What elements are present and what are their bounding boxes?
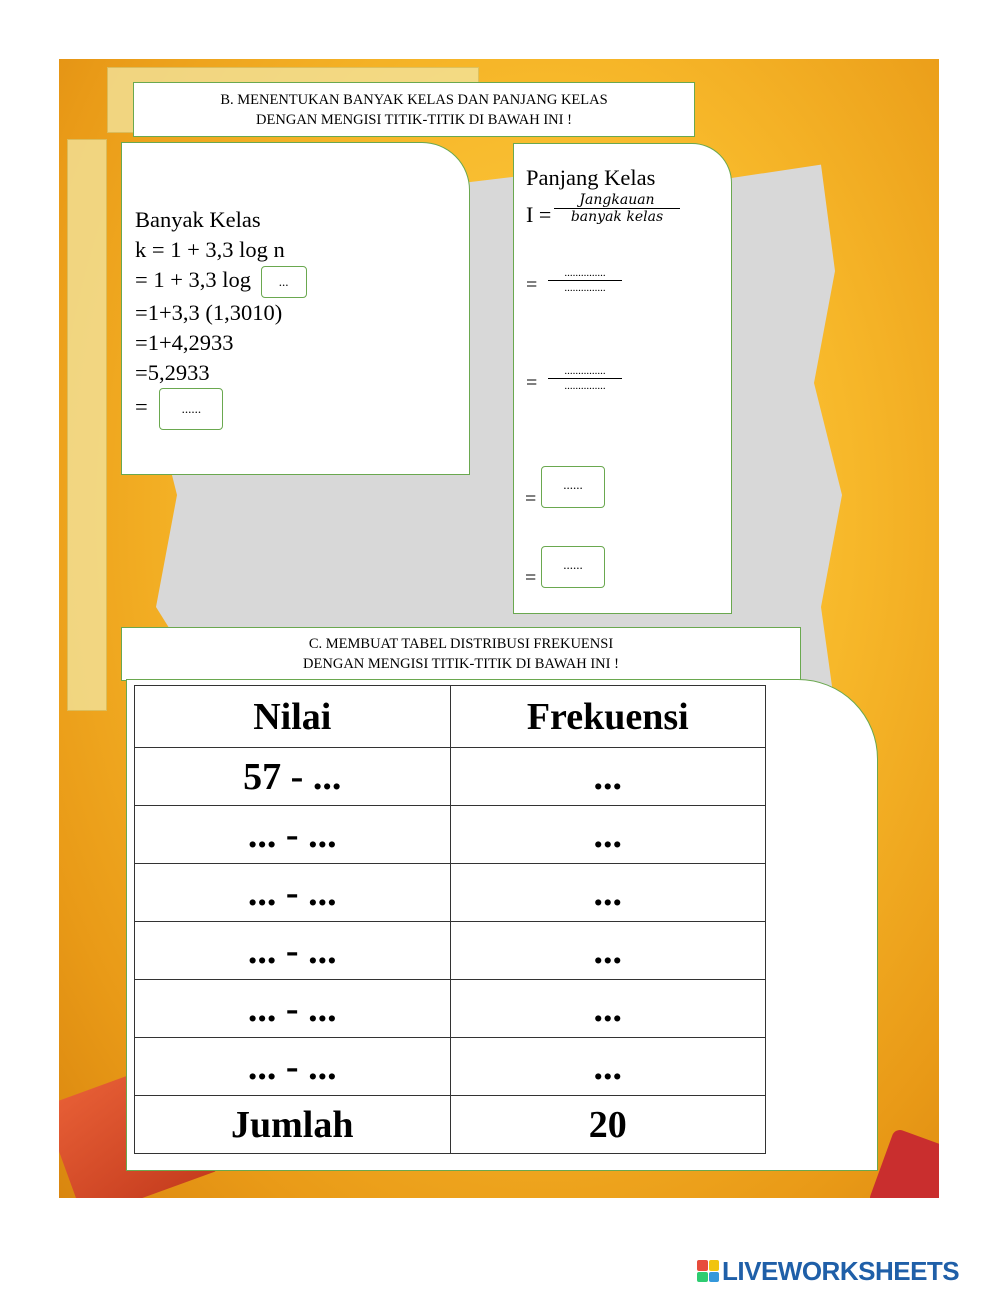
table-total-row <box>135 1096 766 1154</box>
panjang-kelas-formula-fraction <box>554 192 680 225</box>
values-fraction-input[interactable] <box>548 364 622 393</box>
frequency-distribution-table <box>134 685 766 1154</box>
denominator-dots[interactable]: ............... <box>564 282 606 294</box>
table-row <box>135 864 766 922</box>
table-row <box>135 806 766 864</box>
banyak-kelas-step5 <box>135 388 469 430</box>
section-b-title-line1: B. MENENTUKAN BANYAK KELAS DAN PANJANG KELAS <box>220 92 608 108</box>
nilai-cell[interactable]: 57 - ... <box>135 748 451 806</box>
section-b-title-line2: DENGAN MENGISI TITIK-TITIK DI BAWAH INI ! <box>256 112 572 128</box>
numerator-dots[interactable]: ............... <box>564 267 606 279</box>
denominator-dots-2[interactable]: ............... <box>564 380 606 392</box>
eq-sign-1: = <box>526 274 538 296</box>
nilai-cell[interactable]: ... - ... <box>135 864 451 922</box>
eraser-decoration <box>868 1128 939 1198</box>
table-row <box>135 1038 766 1096</box>
numerator-dots-2[interactable]: ............... <box>564 365 606 377</box>
frekuensi-cell[interactable]: ... <box>450 922 766 980</box>
nilai-cell[interactable]: ... - ... <box>135 922 451 980</box>
banyak-kelas-step2: =1+3,3 (1,3010) <box>135 299 283 325</box>
banyak-kelas-step1 <box>135 265 469 298</box>
table-row <box>135 748 766 806</box>
banyak-kelas-card <box>121 142 470 475</box>
frekuensi-cell[interactable]: ... <box>450 864 766 922</box>
panjang-kelas-lhs: I = <box>526 202 552 227</box>
panjang-kelas-decimal-input[interactable]: ...... <box>541 466 605 508</box>
table-header-row <box>135 686 766 748</box>
liveworksheets-logo <box>697 1257 959 1285</box>
total-label: Jumlah <box>135 1096 451 1154</box>
eq-sign-3: = <box>525 488 537 510</box>
frekuensi-cell[interactable]: ... <box>450 980 766 1038</box>
panjang-kelas-rounded-input[interactable]: ...... <box>541 546 605 588</box>
section-c-header <box>121 627 801 681</box>
jangkauan-fraction-input[interactable] <box>548 266 622 295</box>
log-n-input[interactable]: ... <box>261 266 307 298</box>
liveworksheets-logo-icon <box>697 1260 719 1282</box>
frekuensi-cell[interactable]: ... <box>450 748 766 806</box>
eq-sign-4: = <box>525 567 537 589</box>
nilai-cell[interactable]: ... - ... <box>135 806 451 864</box>
banyak-kelas-step3: =1+4,2933 <box>135 329 234 355</box>
header-frekuensi: Frekuensi <box>450 686 766 748</box>
banyak-kelas-result-input[interactable]: ...... <box>159 388 223 430</box>
section-c-title-line1: C. MEMBUAT TABEL DISTRIBUSI FREKUENSI <box>308 636 614 652</box>
nilai-cell[interactable]: ... - ... <box>135 1038 451 1096</box>
banyak-kelas-formula: k = 1 + 3,3 log n <box>135 237 285 262</box>
liveworksheets-logo-text: LIVEWORKSHEETS <box>722 1255 960 1286</box>
table-row <box>135 980 766 1038</box>
frekuensi-cell[interactable]: ... <box>450 1038 766 1096</box>
table-row <box>135 922 766 980</box>
banyak-kelas-step4: =5,2933 <box>135 359 210 385</box>
total-value: 20 <box>450 1096 766 1154</box>
section-b-header <box>133 82 695 137</box>
step1-prefix: = 1 + 3,3 log <box>135 267 252 292</box>
header-nilai: Nilai <box>135 686 451 748</box>
panjang-kelas-title: Panjang Kelas <box>526 165 656 190</box>
eq-sign-2: = <box>526 372 538 394</box>
fraction-denominator: banyak kelas <box>570 209 664 225</box>
section-c-title-line2: DENGAN MENGISI TITIK-TITIK DI BAWAH INI ! <box>303 656 619 672</box>
nilai-cell[interactable]: ... - ... <box>135 980 451 1038</box>
fraction-numerator: Jangkauan <box>579 192 655 208</box>
banyak-kelas-title: Banyak Kelas <box>135 207 261 232</box>
step5-prefix: = <box>135 394 148 419</box>
frekuensi-cell[interactable]: ... <box>450 806 766 864</box>
ruler-decoration <box>67 139 107 711</box>
